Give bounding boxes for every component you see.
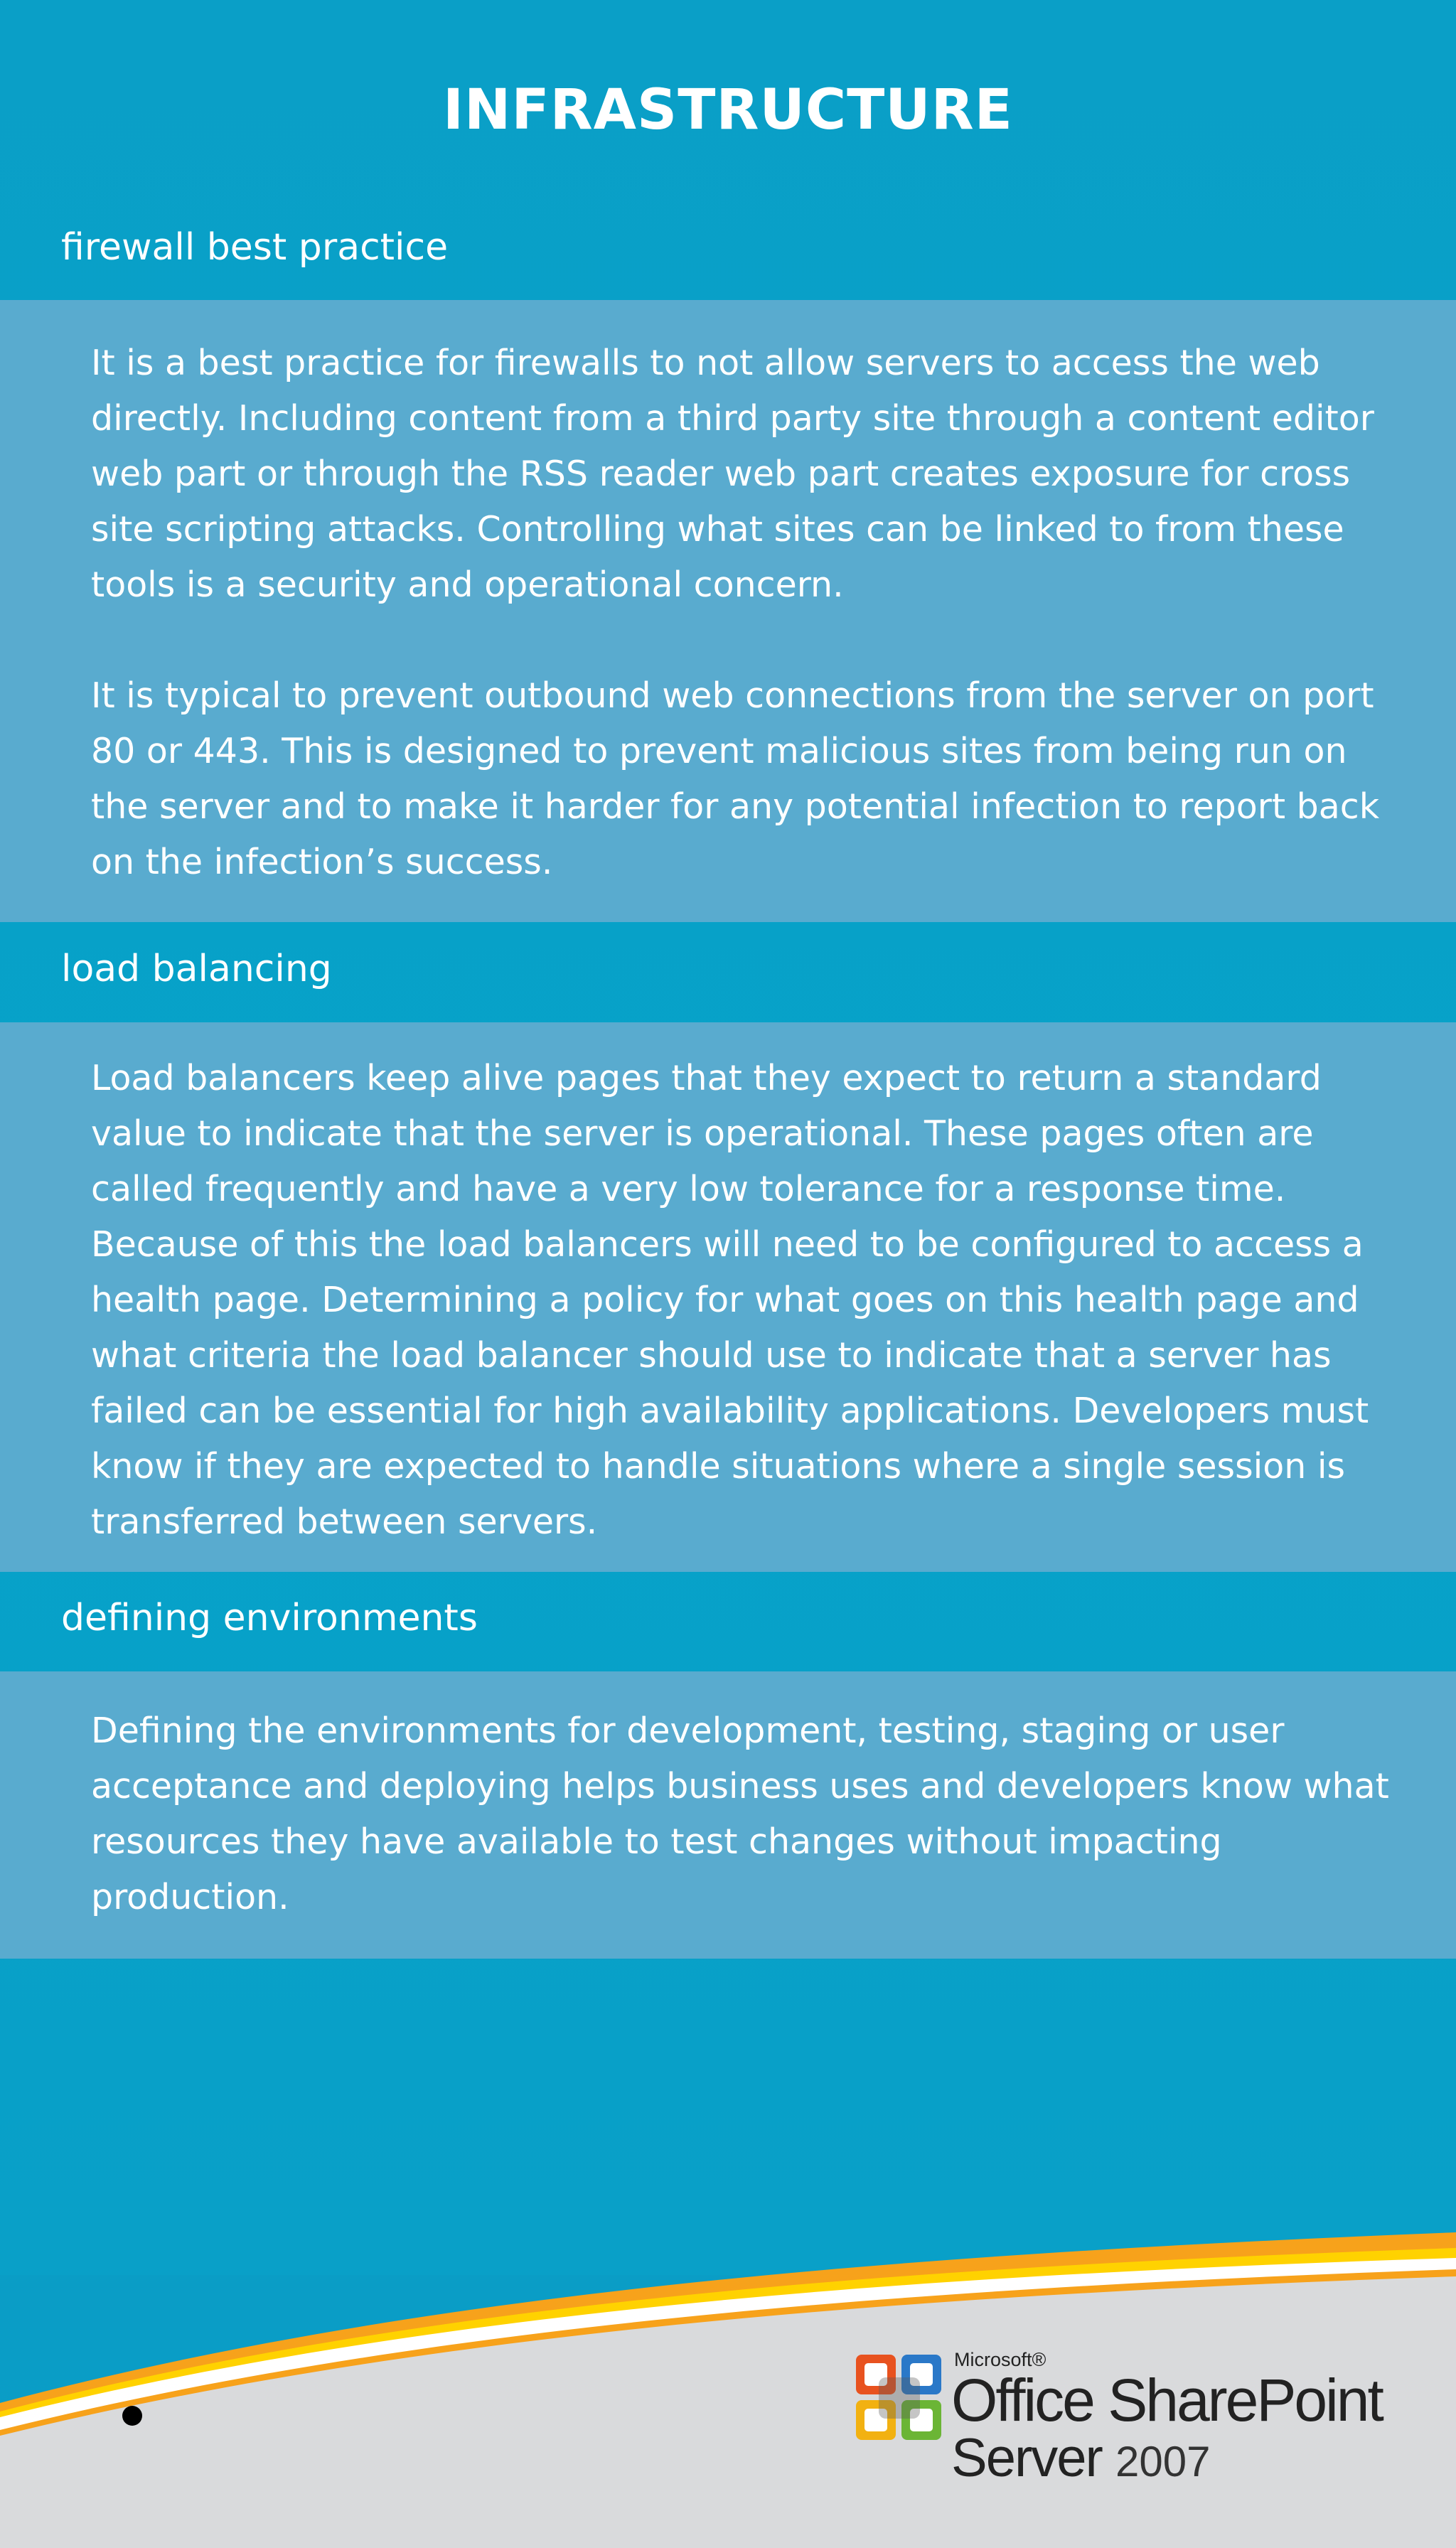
section-heading-load-balancing: load balancing <box>61 948 332 990</box>
office-sharepoint-logo <box>853 2348 1408 2504</box>
page-title: INFRASTRUCTURE <box>443 78 1013 142</box>
section-content-defining-environments <box>0 1671 1456 1959</box>
logo-server-line <box>951 2427 1210 2489</box>
paragraph: It is typical to prevent outbound web connections from the server on port 80 or 443. This is designed to prevent malicious sites from being run on the server and to make it harder for any potential infection to report back on the infection’s success. <box>91 675 1380 882</box>
logo-server: Server <box>951 2428 1102 2488</box>
office-logo-icon <box>853 2352 946 2444</box>
bullet-point <box>122 2406 142 2426</box>
logo-company: Microsoft® <box>954 2349 1046 2370</box>
section-heading-firewall: firewall best practice <box>61 226 449 269</box>
logo-product: Office SharePoint <box>951 2367 1382 2434</box>
section-heading-defining-environments: defining environments <box>61 1597 478 1639</box>
paragraph: It is a best practice for firewalls to not allow servers to access the web directly. Including content from a third party site through a content editor web part or through the RSS reader web part creates exposure for cross site scripting attacks. Controlling what sites can be linked to from these tools is a security and operational concern. <box>91 343 1374 605</box>
section-content-load-balancing <box>0 1022 1456 1572</box>
logo-year: 2007 <box>1115 2438 1211 2485</box>
section-text-firewall <box>0 300 1456 922</box>
paragraph: Load balancers keep alive pages that they expect to return a standard value to indicate that the server is operational. These pages often are called frequently and have a very low tolerance for a response time. Because of this the load balancers will need to be configured to access a health page. Determining a policy for what goes on this health page and what criteria the load balancer should use to indicate that a server has failed can be essential for high availability applications. Developers must know if they are expected to handle situations where a single session is transferred between servers. <box>91 1058 1369 1542</box>
paragraph: Defining the environments for development, testing, staging or user acceptance and deploying helps business uses and developers know what resources they have available to test changes without impacting production. <box>91 1711 1389 1917</box>
